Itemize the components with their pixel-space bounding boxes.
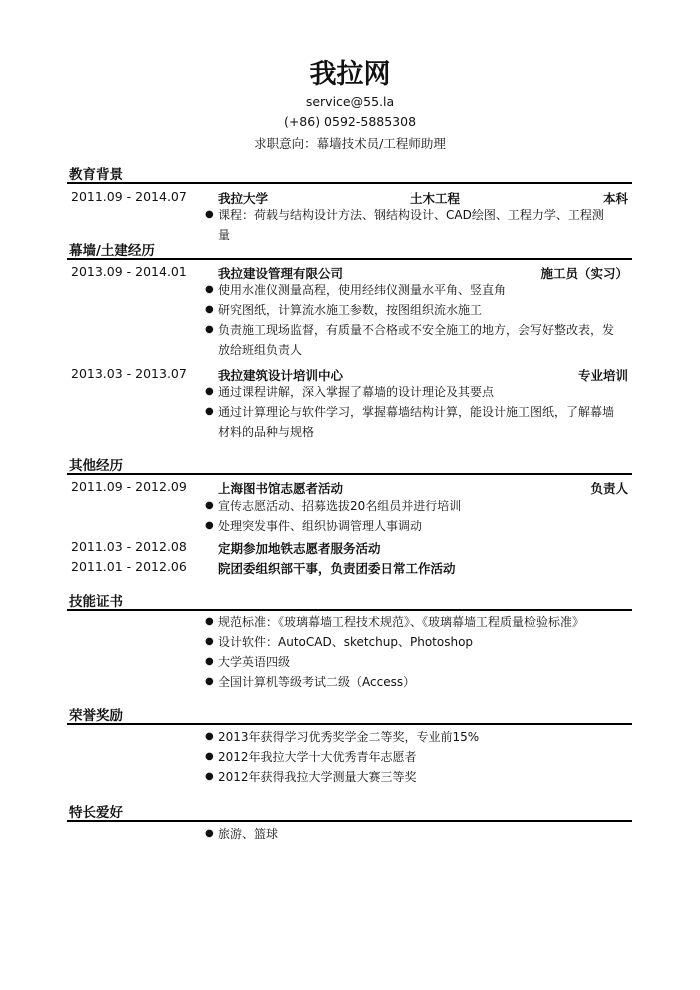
activity-name: 院团委组织部干事，负责团委日常工作活动 (218, 561, 456, 576)
entry-date: 2011.09 - 2014.07 (71, 189, 187, 204)
section-divider (67, 182, 632, 184)
section-divider (67, 258, 632, 260)
list-item: ● 宣传志愿活动、招募选拔20名组员并进行培训 (205, 496, 615, 516)
section-title-skills: 技能证书 (69, 594, 123, 610)
activity-name: 上海图书馆志愿者活动 (218, 481, 344, 496)
role-label: 施工员（实习） (540, 266, 628, 281)
list-item: ● 设计软件：AutoCAD、sketchup、Photoshop (205, 632, 615, 652)
bullet-icon: ● (205, 386, 214, 397)
bullet-icon: ● (205, 771, 214, 782)
bullet-icon: ● (205, 406, 214, 417)
bullet-icon: ● (205, 616, 214, 627)
bullet-icon: ● (205, 636, 214, 647)
section-divider (67, 609, 632, 611)
bullet-icon: ● (205, 828, 214, 839)
entry-date: 2013.09 - 2014.01 (71, 264, 187, 279)
bullet-icon: ● (205, 284, 214, 295)
entry-date: 2011.01 - 2012.06 (71, 559, 187, 574)
section-divider (67, 473, 632, 475)
bullet-icon: ● (205, 209, 214, 220)
bullet-icon: ● (205, 324, 214, 335)
bullet-icon: ● (205, 520, 214, 531)
list-item: ● 通过课程讲解，深入掌握了幕墙的设计理论及其要点 (205, 382, 615, 402)
major-name: 土木工程 (409, 191, 460, 206)
entry-date: 2011.09 - 2012.09 (71, 479, 187, 494)
section-title-honors: 荣誉奖励 (69, 708, 123, 724)
job-objective: 求职意向：幕墙技术员/工程师助理 (254, 136, 446, 151)
section-title-experience: 幕墙/土建经历 (69, 243, 155, 259)
section-title-other: 其他经历 (69, 458, 123, 474)
entry-date: 2011.03 - 2012.08 (71, 539, 187, 554)
list-item: ● 研究图纸，计算流水施工参数，按图组织流水施工 (205, 300, 615, 320)
section-divider (67, 820, 632, 822)
bullet-icon: ● (205, 731, 214, 742)
list-item: ● 规范标准：《玻璃幕墙工程技术规范》、《玻璃幕墙工程质量检验标准》 (205, 612, 615, 632)
role-label: 专业培训 (577, 368, 628, 383)
list-item: ● 全国计算机等级考试二级（Access） (205, 672, 615, 692)
section-divider (67, 723, 632, 725)
bullet-icon: ● (205, 500, 214, 511)
list-item: ● 大学英语四级 (205, 652, 615, 672)
company-name: 我拉建设管理有限公司 (218, 266, 344, 281)
bullet-icon: ● (205, 304, 214, 315)
bullet-icon: ● (205, 656, 214, 667)
section-title-education: 教育背景 (69, 167, 123, 183)
phone-text: (+86) 0592-5885308 (283, 114, 417, 129)
list-item: ● 处理突发事件、组织协调管理人事调动 (205, 516, 615, 536)
list-item: ● 旅游、篮球 (205, 824, 615, 844)
list-item: ● 负责施工现场监督，有质量不合格或不安全施工的地方，会写好整改表，发放给班组负责人 (205, 320, 615, 360)
list-item: ● 2012年获得我拉大学测量大赛三等奖 (205, 767, 615, 787)
list-item: ● 通过计算理论与软件学习，掌握幕墙结构计算，能设计施工图纸，了解幕墙材料的品种与规格 (205, 402, 615, 442)
company-name: 我拉建筑设计培训中心 (218, 368, 344, 383)
list-item: ● 使用水准仪测量高程，使用经纬仪测量水平角、竖直角 (205, 280, 615, 300)
list-item: ● 课程：荷载与结构设计方法、钢结构设计、CAD绘图、工程力学、工程测量 (205, 205, 615, 245)
list-item: ● 2012年我拉大学十大优秀青年志愿者 (205, 747, 615, 767)
bullet-icon: ● (205, 751, 214, 762)
applicant-name: 我拉网 (309, 59, 391, 90)
entry-date: 2013.03 - 2013.07 (71, 366, 187, 381)
list-item: ● 2013年获得学习优秀奖学金二等奖，专业前15% (205, 727, 615, 747)
activity-name: 定期参加地铁志愿者服务活动 (218, 541, 381, 556)
bullet-icon: ● (205, 676, 214, 687)
school-name: 我拉大学 (218, 191, 269, 206)
degree-label: 本科 (602, 191, 628, 206)
section-title-hobbies: 特长爱好 (69, 805, 123, 821)
email-text: service@55.la (305, 94, 395, 109)
role-label: 负责人 (590, 481, 628, 496)
